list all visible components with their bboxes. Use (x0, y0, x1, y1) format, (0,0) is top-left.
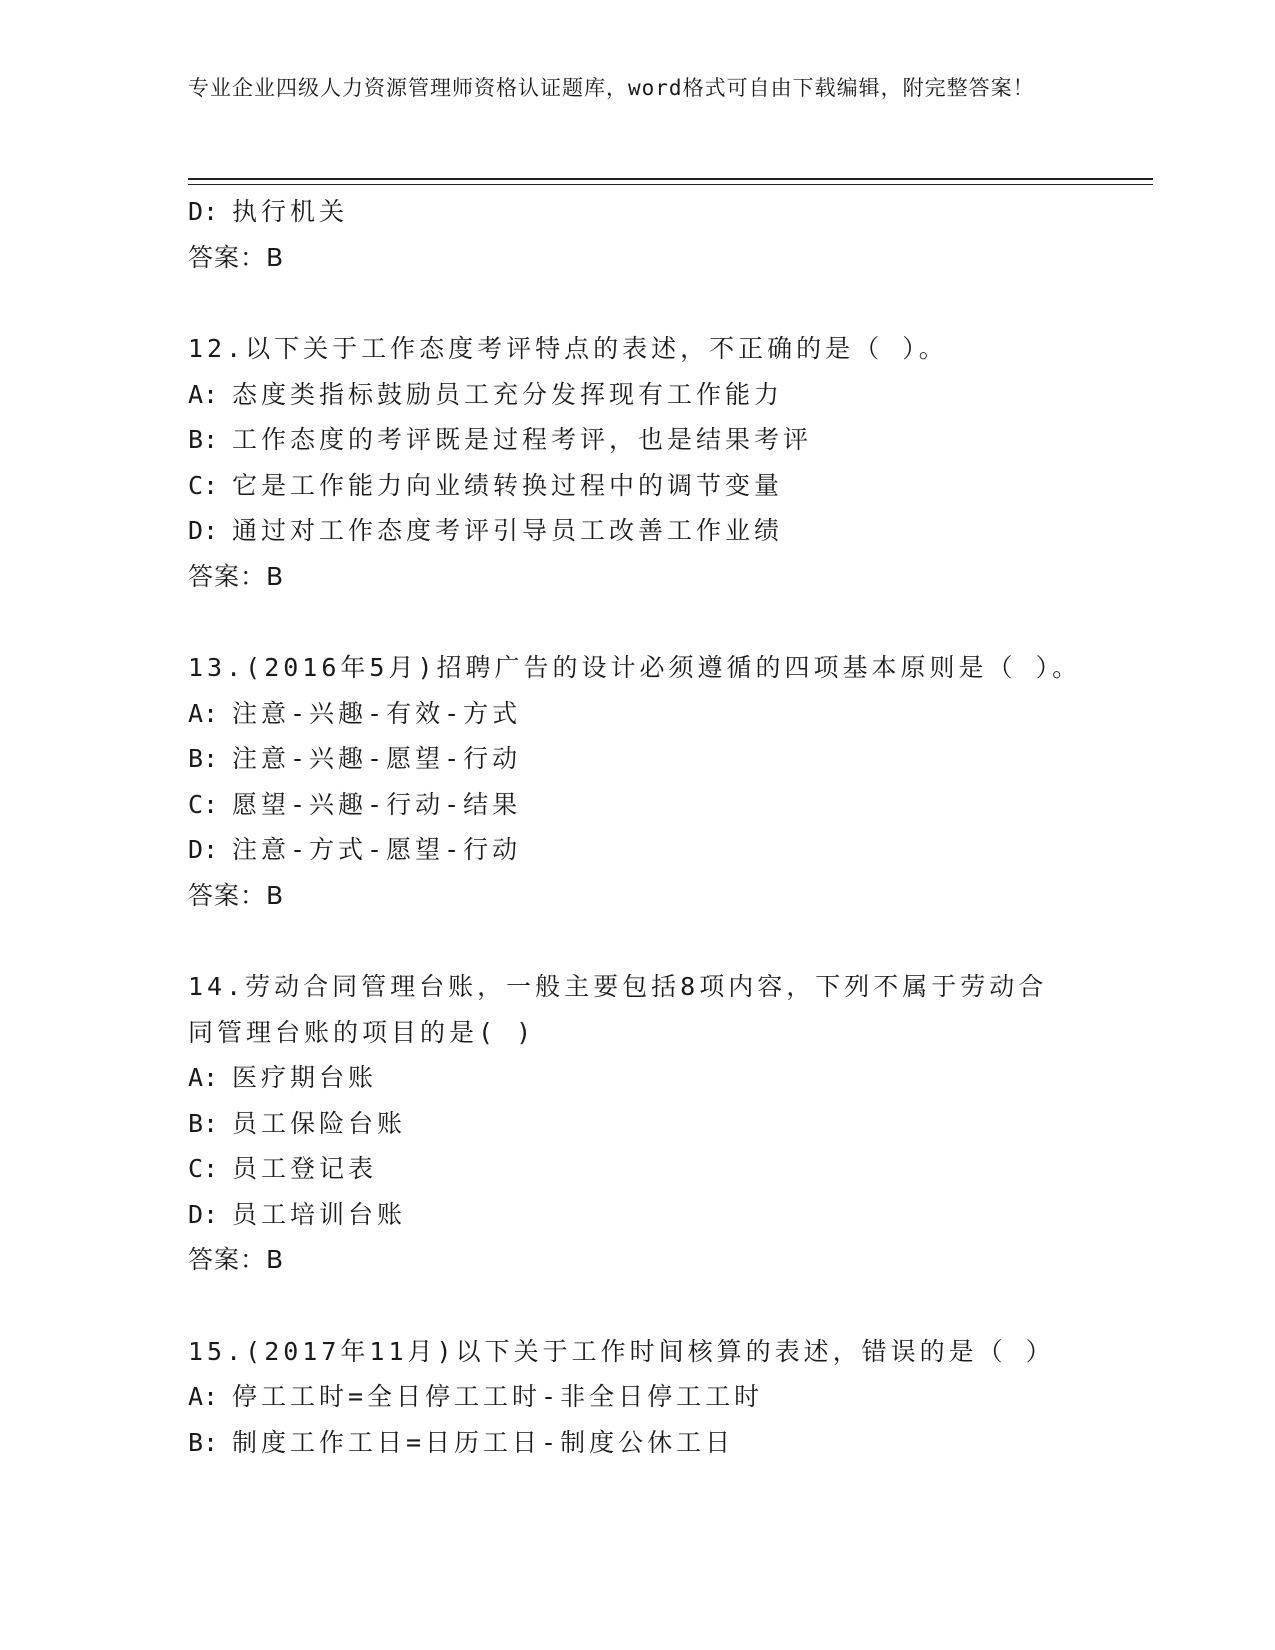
answer-line: 答案：B (188, 880, 285, 910)
header-divider-thick (188, 178, 1153, 180)
option-d: D: 注意-方式-愿望-行动 (188, 835, 522, 864)
answer-line: 答案：B (188, 561, 285, 591)
document-page (188, 0, 1153, 1650)
question-title: 15.(2017年11月)以下关于工作时间核算的表述，错误的是（ ） (188, 1336, 1055, 1366)
option-b: B: 工作态度的考评既是过程考评，也是结果考评 (188, 425, 813, 454)
question-title: 14.劳动合同管理台账，一般主要包括8项内容，下列不属于劳动合同管理台账的项目的是( ) (188, 972, 1048, 1047)
option-a: A: 医疗期台账 (188, 1063, 378, 1092)
question-block-13 (188, 645, 1148, 918)
option-c: C: 它是工作能力向业绩转换过程中的调节变量 (188, 470, 784, 500)
question-content (188, 189, 1148, 1465)
page-header: 专业企业四级人力资源管理师资格认证题库，word格式可自由下载编辑，附完整答案！ (188, 76, 1035, 100)
option-c: C: 愿望-兴趣-行动-结果 (188, 789, 522, 819)
option-d: D: 执行机关 (188, 197, 349, 226)
header-divider-thin (188, 184, 1153, 185)
option-a: A: 注意-兴趣-有效-方式 (188, 698, 522, 728)
question-block-12 (188, 326, 1148, 599)
question-block-14 (188, 964, 1148, 1283)
question-title: 13.(2016年5月)招聘广告的设计必须遵循的四项基本原则是（ ）。 (188, 653, 1082, 682)
option-a: A: 停工工时=全日停工工时-非全日停工工时 (188, 1382, 764, 1411)
option-b: B: 员工保险台账 (188, 1108, 407, 1138)
option-b: B: 注意-兴趣-愿望-行动 (188, 744, 522, 773)
option-a: A: 态度类指标鼓励员工充分发挥现有工作能力 (188, 379, 784, 409)
option-b: B: 制度工作工日=日历工日-制度公休工日 (188, 1427, 735, 1457)
option-d: D: 员工培训台账 (188, 1199, 407, 1229)
option-c: C: 员工登记表 (188, 1154, 378, 1183)
answer-line: 答案：B (188, 242, 285, 272)
question-block-15 (188, 1329, 1148, 1466)
option-d: D: 通过对工作态度考评引导员工改善工作业绩 (188, 516, 784, 545)
answer-line: 答案：B (188, 1245, 285, 1274)
question-title: 12.以下关于工作态度考评特点的表述，不正确的是（ ）。 (188, 334, 948, 363)
